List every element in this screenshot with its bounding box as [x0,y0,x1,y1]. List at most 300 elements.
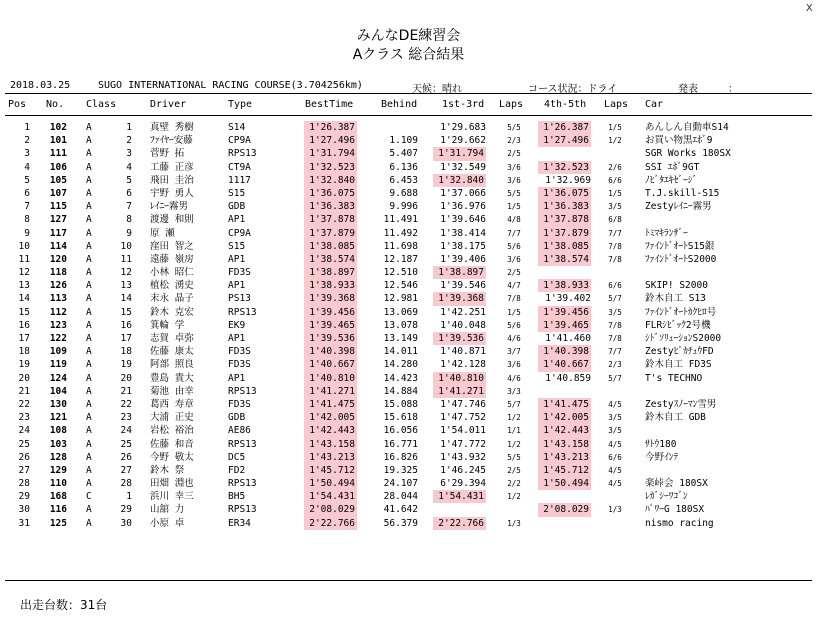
cell-no: 108 [49,425,67,437]
cell-4th5th: 2'08.029 [538,503,591,516]
cell-class-pos: 18 [120,346,132,358]
cell-no: 101 [49,135,67,147]
cell-laps1: 1/1 [507,426,521,436]
cell-class: A [86,267,92,279]
cell-best: 1'37.878 [304,213,357,226]
cell-best: 1'27.496 [304,134,357,147]
cell-laps2: 6/6 [608,281,622,291]
cell-behind: 9.996 [389,201,418,213]
cell-class-pos: 3 [126,148,132,160]
cell-car: ｻﾄｳ180 [645,438,677,450]
course-name: SUGO INTERNATIONAL RACING COURSE(3.704256km) [98,80,363,91]
cell-laps1: 1/5 [507,307,521,317]
cell-laps1: 7/8 [507,294,521,304]
cell-driver: 菊池 由幸 [150,385,194,397]
cell-best: 1'38.897 [304,266,357,279]
cell-driver: 鈴木 克宏 [150,306,194,318]
table-row [0,147,817,160]
cell-class: A [86,451,92,463]
cell-class-pos: 24 [120,425,132,437]
cell-pos: 1 [24,122,30,133]
cell-behind: 12.187 [383,253,418,265]
cell-behind: 14.280 [383,359,418,371]
cell-driver: 阿部 照良 [150,359,194,371]
cell-type: FD3S [228,398,251,410]
cell-type: FD2 [228,464,246,476]
cell-behind: 16.771 [383,438,418,450]
cell-class-pos: 11 [120,253,132,265]
cell-laps2: 2/3 [608,360,622,370]
cell-type: CP9A [228,135,251,147]
cell-no: 104 [49,385,67,397]
cell-laps1: 2/2 [507,479,521,489]
cell-4th5th: 1'42.443 [538,424,591,437]
cell-car: ﾊﾟﾜｰG 180SX [645,504,705,516]
cell-driver: 佐藤 康太 [150,346,194,358]
cell-laps2: 3/5 [608,413,622,423]
col-class: Class [86,99,117,110]
table-row [0,187,817,200]
table-row [0,372,817,385]
cell-laps1: 3/6 [507,254,521,264]
cell-type: BH5 [228,491,246,503]
cell-1st3rd: 1'39.536 [433,332,486,345]
cell-4th5th: 1'40.398 [538,345,591,358]
cell-pos: 11 [18,253,30,265]
cell-type: 1117 [228,174,251,186]
cell-laps1: 4/7 [507,281,521,291]
cell-no: 120 [49,253,67,265]
cell-pos: 5 [24,174,30,186]
cell-class-pos: 21 [120,385,132,397]
cell-laps1: 7/7 [507,228,521,238]
cell-best: 1'38.085 [304,240,357,253]
cell-behind: 9.688 [389,187,418,199]
cell-behind: 11.491 [383,214,418,226]
cell-laps1: 5/5 [507,452,521,462]
cell-class: A [86,306,92,318]
cell-laps2: 4/5 [608,399,622,409]
cell-1st3rd: 1'47.772 [440,438,486,450]
cell-type: FD3S [228,267,251,279]
cell-no: 118 [49,267,67,279]
close-mark: x [805,0,813,14]
cell-laps2: 3/5 [608,307,622,317]
cell-1st3rd: 1'37.066 [440,187,486,199]
cell-type: CP9A [228,227,251,239]
cell-class-pos: 26 [120,451,132,463]
cell-no: 117 [49,227,67,239]
cell-car: SKIP! S2000 [645,280,708,292]
cell-1st3rd: 1'29.683 [440,122,486,133]
cell-type: DC5 [228,451,246,463]
cell-laps1: 3/6 [507,360,521,370]
cell-laps1: 2/5 [507,465,521,475]
cell-driver: 今野 敬太 [150,451,194,463]
cell-type: FD3S [228,359,251,371]
cell-class-pos: 1 [126,491,132,503]
cell-car: ﾄﾐﾏｷﾗﾝｻﾞｰ [645,227,688,239]
cell-1st3rd: 1'46.245 [440,464,486,476]
cell-class-pos: 28 [120,478,132,490]
cell-best: 1'42.005 [304,411,357,424]
table-row [0,121,817,134]
cell-laps1: 2/3 [507,136,521,146]
table-row [0,477,817,490]
cell-class-pos: 8 [126,214,132,226]
cell-class: A [86,464,92,476]
cell-laps2: 6/8 [608,215,622,225]
cell-class-pos: 22 [120,398,132,410]
table-row [0,200,817,213]
cell-behind: 15.618 [383,412,418,424]
cell-1st3rd: 1'47.746 [440,398,486,410]
cell-best: 1'38.574 [304,253,357,266]
cell-driver: 小原 卓 [150,517,185,529]
cell-class: A [86,187,92,199]
cell-class: A [86,372,92,384]
cell-no: 121 [49,412,67,424]
cell-class-pos: 17 [120,333,132,344]
cell-laps2: 4/5 [608,479,622,489]
cell-car: SGR Works 180SX [645,148,731,160]
cell-best: 1'45.712 [304,464,357,477]
cell-laps2: 7/8 [608,320,622,330]
cell-4th5th: 1'38.574 [538,253,591,266]
entry-count: 出走台数：31台 [20,598,108,612]
table-row [0,292,817,305]
cell-behind: 13.069 [383,306,418,318]
cell-driver: 志賀 卓弥 [150,333,194,344]
cell-driver: 田畑 淵也 [150,478,194,490]
col-car: Car [645,99,664,110]
cell-1st3rd: 2'22.766 [433,517,486,530]
cell-type: FD3S [228,346,251,358]
cell-class-pos: 5 [126,174,132,186]
cell-best: 1'36.383 [304,200,357,213]
table-row [0,319,817,332]
cell-laps1: 1/3 [507,518,521,528]
cell-1st3rd: 1'40.048 [440,319,486,331]
cell-1st3rd: 1'39.646 [440,214,486,226]
cell-class-pos: 19 [120,359,132,371]
cell-best: 1'43.213 [304,451,357,464]
cell-type: RPS13 [228,504,257,516]
cell-4th5th: 1'38.085 [538,240,591,253]
cell-type: AP1 [228,280,246,292]
cell-1st3rd: 1'29.662 [440,135,486,147]
cell-behind: 15.088 [383,398,418,410]
cell-pos: 28 [18,478,30,490]
col-type: Type [228,99,253,110]
cell-class: A [86,201,92,213]
cell-no: 107 [49,187,67,199]
cell-1st3rd: 1'47.752 [440,412,486,424]
cell-laps1: 4/6 [507,373,521,383]
cell-driver: 葛西 寿章 [150,398,194,410]
cell-4th5th: 1'38.933 [538,279,591,292]
cell-behind: 56.379 [383,517,418,529]
cell-laps1: 3/6 [507,162,521,172]
cell-no: 130 [49,398,67,410]
cell-4th5th: 1'42.005 [538,411,591,424]
cell-behind: 14.884 [383,385,418,397]
table-row [0,398,817,411]
cell-behind: 14.011 [383,346,418,358]
cell-laps1: 4/6 [507,334,521,343]
cell-no: 116 [49,504,67,516]
cell-type: ER34 [228,517,251,529]
cell-driver: 渡邊 和則 [150,214,194,226]
cell-behind: 12.981 [383,293,418,305]
col-best: BestTime [305,99,354,110]
cell-car: Zestyｽﾉｰﾏﾝ雪男 [645,398,717,410]
cell-best: 2'22.766 [304,517,357,530]
table-row [0,213,817,226]
results-table [0,121,817,530]
cell-best: 1'32.523 [304,161,357,174]
cell-pos: 4 [24,161,30,173]
cell-pos: 29 [18,491,30,503]
cell-class-pos: 2 [126,135,132,147]
cell-4th5th: 1'41.460 [545,333,591,344]
cell-pos: 23 [18,412,30,424]
cell-1st3rd: 1'41.271 [433,385,486,398]
cell-pos: 31 [18,517,30,529]
cell-1st3rd: 1'54.011 [440,425,486,437]
cell-class: A [86,504,92,516]
cell-pos: 16 [18,319,30,331]
cell-laps1: 1/2 [507,492,521,502]
cell-pos: 21 [18,385,30,397]
cell-4th5th: 1'43.158 [538,438,591,451]
cell-type: AP1 [228,333,246,344]
cell-laps2: 1/3 [608,505,622,515]
cell-laps1: 5/5 [507,188,521,198]
cell-class-pos: 30 [120,517,132,529]
cell-1st3rd: 1'39.546 [440,280,486,292]
cell-laps2: 6/6 [608,452,622,462]
cell-driver: 原 瀬 [150,227,175,239]
cell-driver: 宇野 勇人 [150,187,194,199]
cell-laps2: 7/8 [608,241,622,251]
cell-no: 103 [49,438,67,450]
cell-type: AP1 [228,372,246,384]
cell-behind: 6.453 [389,174,418,186]
col-4th5th: 4th-5th [544,99,587,110]
cell-class-pos: 20 [120,372,132,384]
cell-no: 122 [49,333,67,344]
col-no: No. [46,99,65,110]
cell-4th5th: 1'39.402 [545,293,591,305]
cell-pos: 17 [18,333,30,344]
cell-pos: 24 [18,425,30,437]
cell-class: A [86,517,92,529]
table-row [0,227,817,240]
cell-pos: 15 [18,306,30,318]
cell-laps1: 5/7 [507,399,521,409]
cell-laps2: 6/6 [608,175,622,185]
cell-laps2: 2/6 [608,162,622,172]
cell-class: A [86,214,92,226]
cell-4th5th: 1'37.879 [538,227,591,240]
cell-class: A [86,135,92,147]
result-subtitle: Aクラス 総合結果 [352,47,465,63]
cell-1st3rd: 1'40.871 [440,346,486,358]
cell-class: A [86,293,92,305]
cell-driver: 豊島 貴大 [150,372,194,384]
cell-behind: 28.044 [383,491,418,503]
cell-laps2: 1/5 [608,188,622,198]
cell-4th5th: 1'26.387 [538,121,591,134]
cell-4th5th: 1'36.075 [538,187,591,200]
col-laps2: Laps [604,99,629,110]
event-title: みんなDE練習会 [356,28,461,44]
cell-best: 1'40.398 [304,345,357,358]
cell-laps2: 3/5 [608,426,622,436]
cell-behind: 14.423 [383,372,418,384]
cell-1st3rd: 1'32.549 [440,161,486,173]
cell-laps2: 4/5 [608,465,622,475]
cell-type: AP1 [228,214,246,226]
cell-behind: 11.492 [383,227,418,239]
cell-behind: 16.826 [383,451,418,463]
cell-1st3rd: 1'42.128 [440,359,486,371]
cell-class: A [86,398,92,410]
cell-best: 1'41.475 [304,398,357,411]
cell-behind: 19.325 [383,464,418,476]
cell-best: 1'38.933 [304,279,357,292]
cell-car: nismo racing [645,517,714,529]
table-row [0,503,817,516]
cell-car: Zestyﾚｲﾆｰ霧男 [645,201,712,213]
cell-driver: 小林 昭仁 [150,267,194,279]
cell-class-pos: 14 [120,293,132,305]
table-row [0,345,817,358]
cell-pos: 19 [18,359,30,371]
cell-laps1: 2/5 [507,268,521,278]
cell-best: 1'40.810 [304,372,357,385]
cell-type: PS13 [228,293,251,305]
cell-no: 126 [49,280,67,292]
cell-car: T.J.skill-S15 [645,187,720,199]
cell-4th5th: 1'43.213 [538,451,591,464]
cell-class-pos: 7 [126,201,132,213]
cell-pos: 20 [18,372,30,384]
cell-best: 1'54.431 [304,490,357,503]
cell-driver: 植松 湧史 [150,280,194,292]
col-pos: Pos [8,99,27,110]
cell-1st3rd: 1'43.932 [440,451,486,463]
table-row [0,358,817,371]
cell-no: 119 [49,359,67,371]
cell-class-pos: 27 [120,464,132,476]
cell-class-pos: 13 [120,280,132,292]
cell-best: 1'37.879 [304,227,357,240]
cell-driver: 大浦 正史 [150,412,194,424]
cell-class: A [86,253,92,265]
cell-class-pos: 1 [126,122,132,133]
cell-best: 1'36.075 [304,187,357,200]
cell-4th5th: 1'36.383 [538,200,591,213]
cell-pos: 27 [18,464,30,476]
cell-best: 1'41.271 [304,385,357,398]
cell-4th5th: 1'39.465 [538,319,591,332]
cell-no: 123 [49,319,67,331]
cell-class-pos: 16 [120,319,132,331]
table-row [0,266,817,279]
cell-1st3rd: 1'38.175 [440,240,486,252]
cell-type: EK9 [228,319,246,331]
cell-no: 125 [49,517,67,529]
cell-class: A [86,346,92,358]
cell-class: A [86,438,92,450]
cell-laps1: 3/3 [507,386,521,396]
cell-no: 109 [49,346,67,358]
cell-class-pos: 10 [120,240,132,252]
cell-no: 114 [49,240,67,252]
cell-1st3rd: 1'38.897 [433,266,486,279]
cell-1st3rd: 1'40.810 [433,372,486,385]
cell-4th5th: 1'32.969 [545,174,591,186]
cell-type: RPS13 [228,148,257,160]
cell-type: GDB [228,201,246,213]
cell-driver: 菅野 拓 [150,148,185,160]
col-laps1: Laps [499,99,524,110]
cell-type: RPS13 [228,438,257,450]
cell-class: A [86,385,92,397]
cell-car: ﾌｧｲﾝﾄﾞｵｰﾄｶｸﾋﾛ号 [645,306,717,318]
cell-4th5th: 1'39.456 [538,306,591,319]
cell-laps1: 1/5 [507,202,521,212]
cell-class: A [86,227,92,239]
table-row [0,451,817,464]
cell-laps2: 4/5 [608,439,622,449]
cell-4th5th: 1'45.712 [538,464,591,477]
table-row [0,411,817,424]
cell-best: 1'39.456 [304,306,357,319]
cell-car: 鈴木自工 S13 [645,293,706,305]
cell-laps2: 7/7 [608,228,622,238]
table-row [0,517,817,530]
cell-no: 105 [49,174,67,186]
cell-class-pos: 9 [126,227,132,239]
cell-best: 1'31.794 [304,147,357,160]
cell-laps1: 5/6 [507,241,521,251]
cell-pos: 30 [18,504,30,516]
cell-class: A [86,333,92,344]
cell-pos: 7 [24,201,30,213]
cell-car: 鈴木自工 GDB [645,412,706,424]
cell-car: ﾌｧｲﾝﾄﾞｵｰﾄS2000 [645,253,717,265]
table-row [0,174,817,187]
cell-laps1: 1/2 [507,413,521,423]
cell-best: 1'26.387 [304,121,357,134]
event-date: 2018.03.25 [10,80,71,91]
cell-pos: 8 [24,214,30,226]
cell-1st3rd: 1'31.794 [433,147,486,160]
cell-driver: 真壁 秀樹 [150,122,194,133]
cell-car: T's TECHNO [645,372,703,384]
cell-class: A [86,161,92,173]
cell-driver: ﾌｧｲﾔｰ安藤 [150,135,193,147]
cell-type: S14 [228,122,246,133]
cell-class: C [86,491,92,503]
cell-class-pos: 12 [120,267,132,279]
cell-no: 112 [49,306,67,318]
cell-driver: ﾚｲﾆｰ霧男 [150,201,189,213]
cell-type: GDB [228,412,246,424]
